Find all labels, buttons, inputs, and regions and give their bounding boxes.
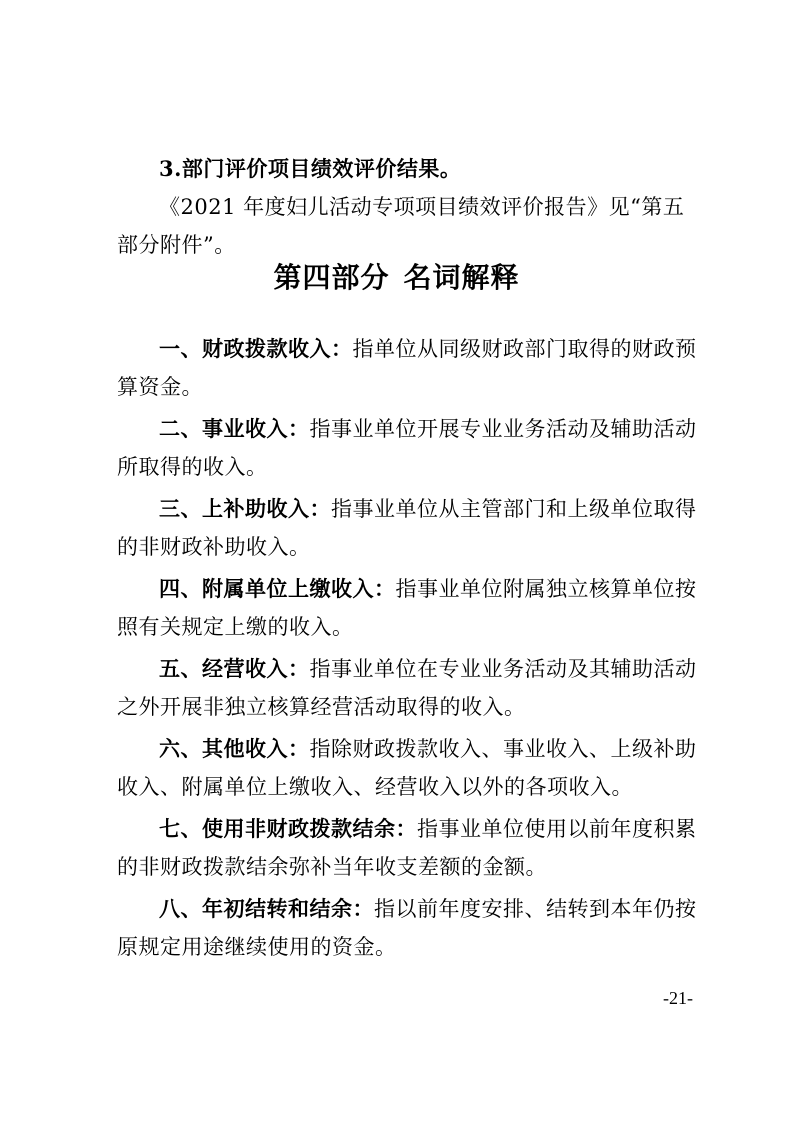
definition-text: 指事业单位使用以前年度积累的非财政拨款结余弥补当年收支差额的金额。 <box>117 817 697 879</box>
definition-item <box>117 890 697 966</box>
definition-term: 四、附属单位上缴收入： <box>159 576 396 601</box>
item3-body: 《2021 年度妇儿活动专项项目绩效评价报告》见“第五部分附件”。 <box>117 195 685 257</box>
definition-text: 指单位从同级财政部门取得的财政预算资金。 <box>117 337 697 399</box>
definition-item <box>117 650 697 726</box>
section-title <box>0 256 793 296</box>
definition-text: 指以前年度安排、结转到本年仍按原规定用途继续使用的资金。 <box>117 897 697 959</box>
definition-item <box>117 570 697 646</box>
definition-item <box>117 730 697 806</box>
section-title-name: 名词解释 <box>403 261 520 294</box>
definition-term: 八、年初结转和结余： <box>159 896 374 921</box>
definition-term: 五、经营收入： <box>159 656 310 681</box>
definition-text: 指事业单位在专业业务活动及其辅助活动之外开展非独立核算经营活动取得的收入。 <box>117 657 697 719</box>
definition-term: 七、使用非财政拨款结余： <box>159 816 417 841</box>
item3-heading: 3.部门评价项目绩效评价结果。 <box>159 156 462 181</box>
definition-term: 三、上补助收入： <box>159 496 331 521</box>
definition-item <box>117 330 697 406</box>
definition-item <box>117 490 697 566</box>
definition-text: 指事业单位从主管部门和上级单位取得的非财政补助收入。 <box>117 497 697 559</box>
page-number: -21- <box>663 988 693 1008</box>
definition-item <box>117 410 697 486</box>
definition-term: 六、其他收入： <box>159 736 310 761</box>
definition-term: 二、事业收入： <box>159 416 310 441</box>
section-title-part: 第四部分 <box>273 261 390 294</box>
definition-text: 指除财政拨款收入、事业收入、上级补助收入、附属单位上缴收入、经营收入以外的各项收入。 <box>117 737 697 799</box>
definition-term: 一、财政拨款收入： <box>159 336 353 361</box>
definition-text: 指事业单位附属独立核算单位按照有关规定上缴的收入。 <box>117 577 697 639</box>
definition-text: 指事业单位开展专业业务活动及辅助活动所取得的收入。 <box>117 417 697 479</box>
definition-item <box>117 810 697 886</box>
